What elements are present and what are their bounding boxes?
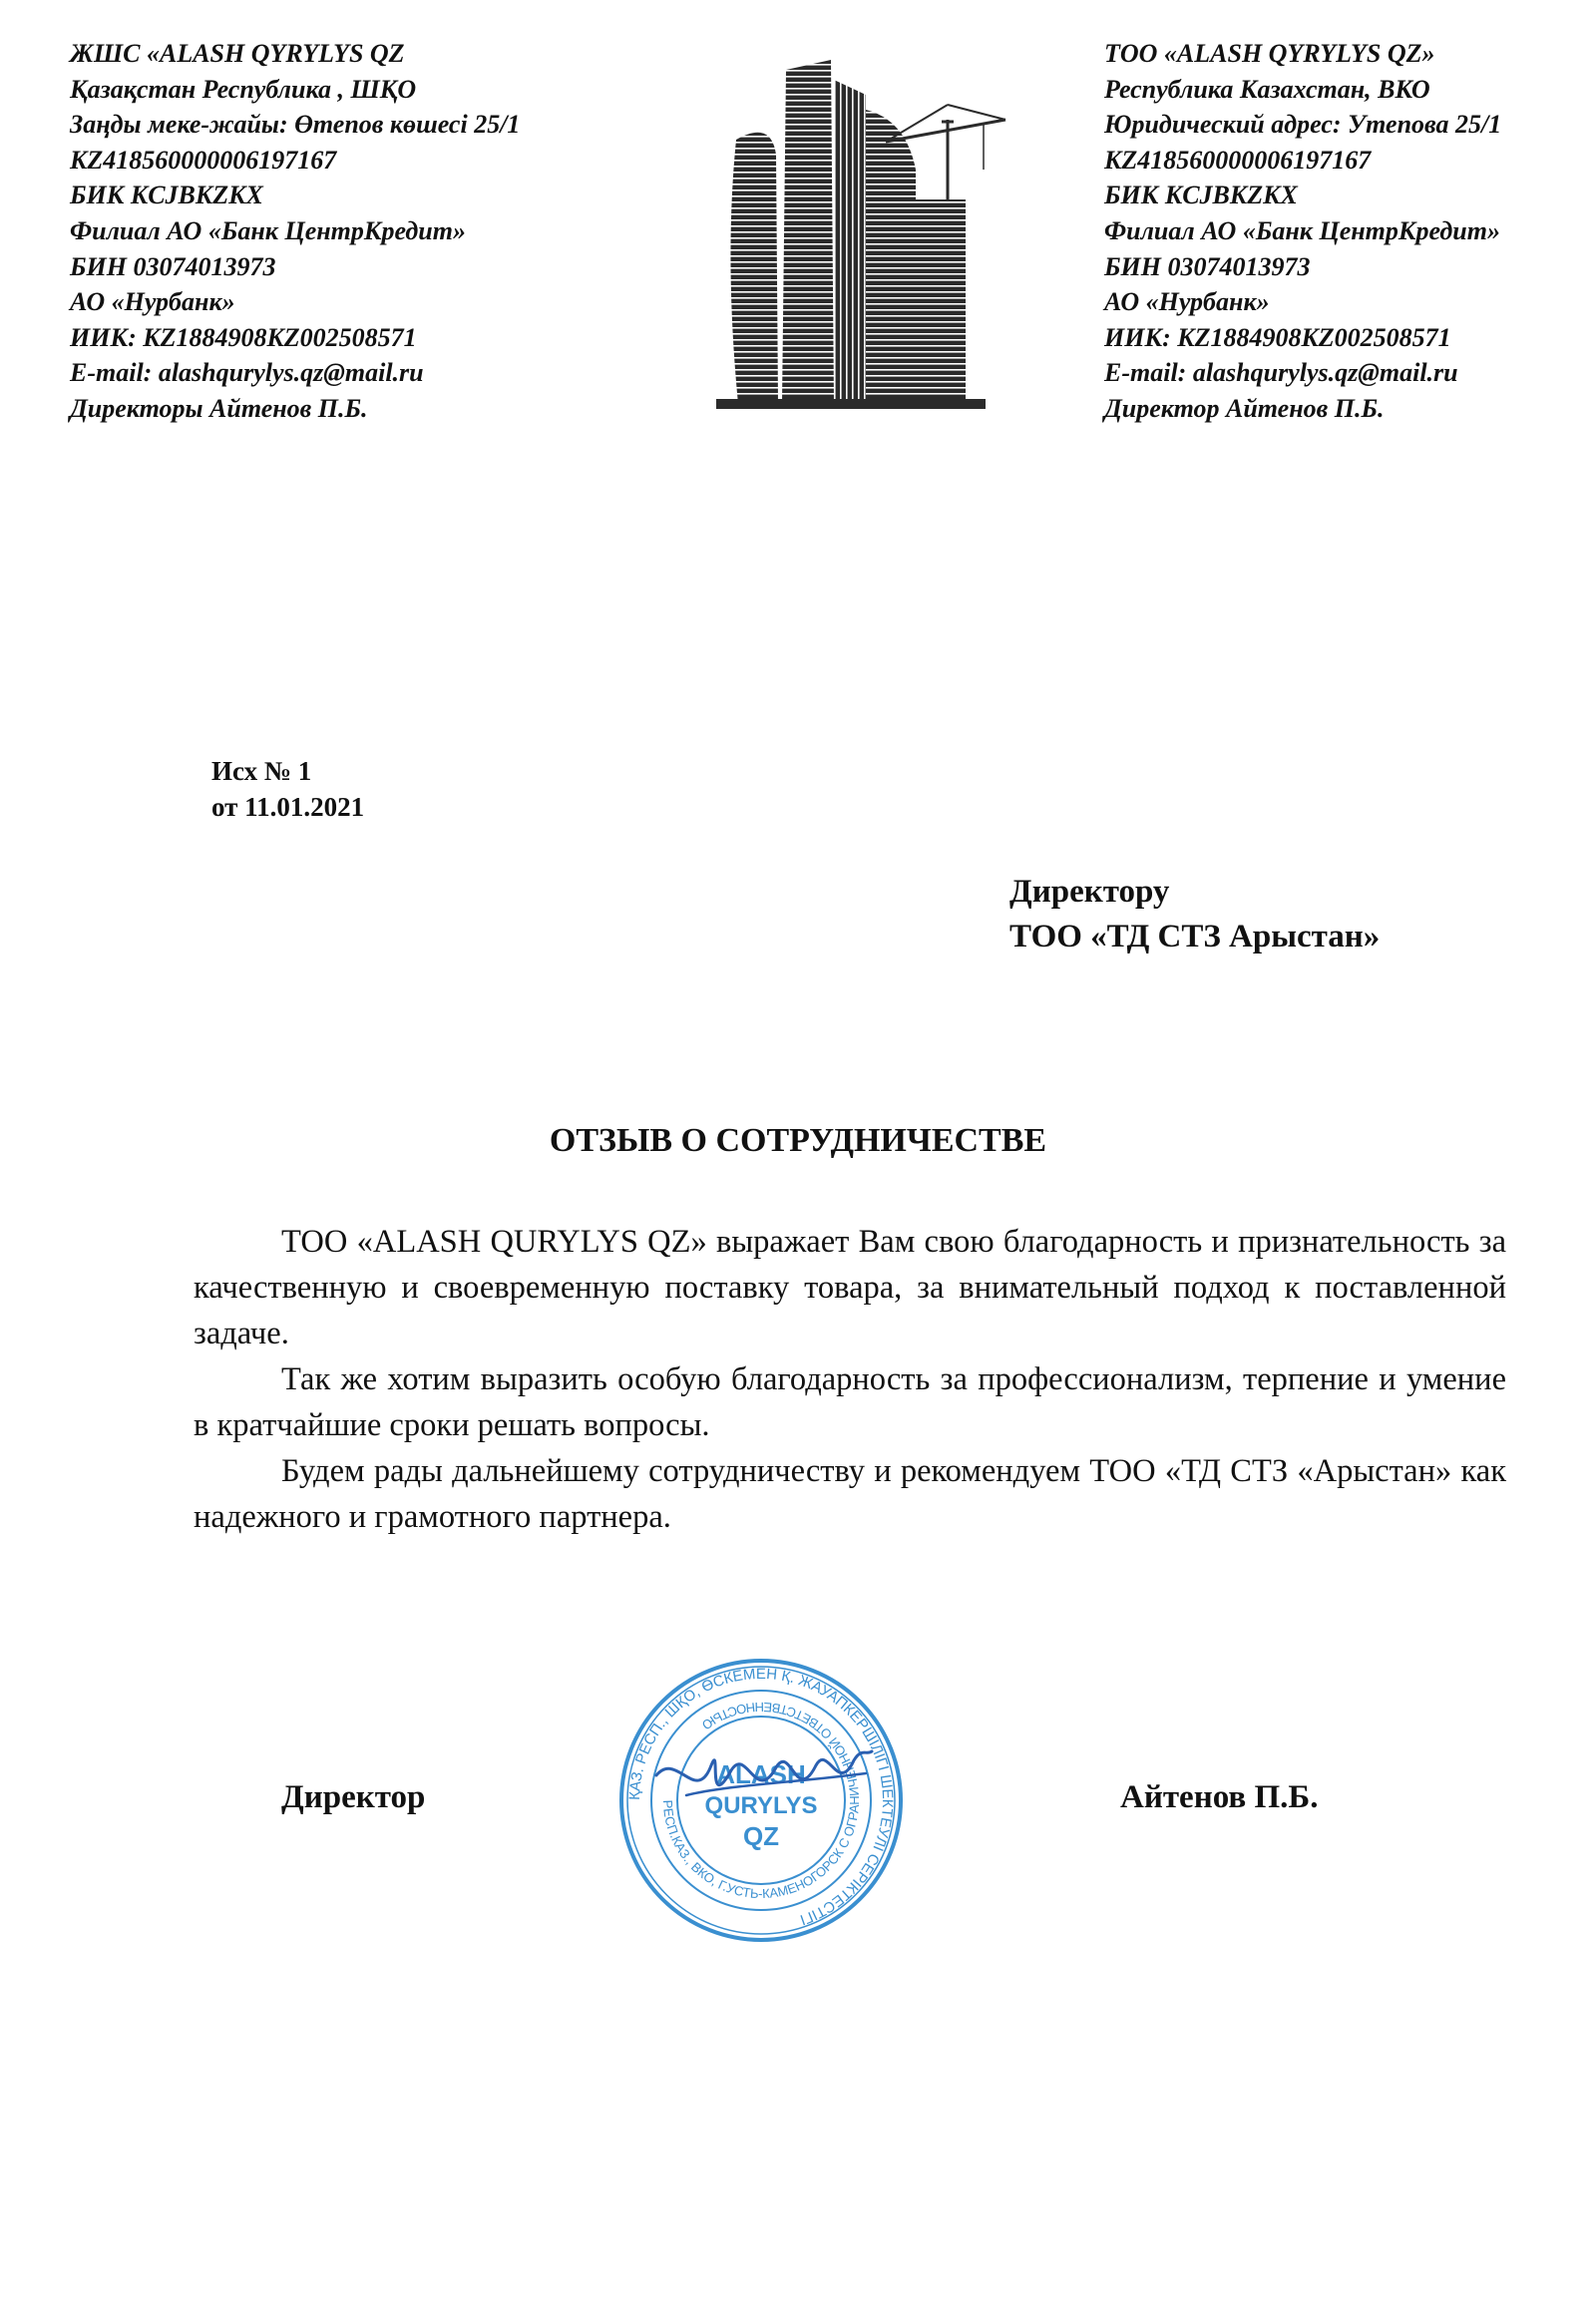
recipient-block (1009, 870, 1380, 959)
header-right-line: Директор Айтенов П.Б. (1104, 393, 1385, 423)
header-russian-requisites (1104, 36, 1501, 427)
header-right-line: БИН 03074013973 (1104, 251, 1311, 281)
header-left-line: E-mail: alashqurylys.qz@mail.ru (70, 358, 424, 388)
header-right-line: Юридический адрес: Утепова 25/1 (1104, 110, 1502, 140)
header-left-line: Заңды меке-жайы: Өтепов көшесі 25/1 (70, 110, 521, 140)
header-right-line: ИИК: KZ1884908KZ002508571 (1104, 322, 1451, 352)
letter-body (194, 1219, 1506, 1540)
header-right-line: KZ418560000006197167 (1104, 145, 1372, 175)
header-right-line: Республика Казахстан, ВКО (1104, 74, 1430, 104)
recipient-company: ТОО «ТД СТЗ Арыстан» (1009, 919, 1381, 955)
header-left-line: Филиал АО «Банк ЦентрКредит» (70, 215, 466, 245)
seal-center-line: QURYLYS (704, 1792, 818, 1819)
seal-inner-text: РЕСП.КАЗ., ВКО, Г.УСТЬ-КАМЕНОГОРСК С ОГРАНИЧЕННОЙ ОТВЕТСТВЕННОСТЬЮ (659, 1699, 863, 1902)
signatory-name: Айтенов П.Б. (1120, 1779, 1319, 1815)
header-right-line: Филиал АО «Банк ЦентрКредит» (1104, 215, 1500, 245)
header-left-line: ИИК: KZ1884908KZ002508571 (70, 322, 417, 352)
header-left-line: АО «Нурбанк» (70, 287, 235, 317)
header-left-line: KZ418560000006197167 (70, 145, 337, 175)
header-left-line: Қазақстан Республика , ШҚО (70, 74, 417, 104)
body-paragraph: ТОО «ALASH QURYLYS QZ» выражает Вам свою благодарность и признательность за качественную и своевременную поставку товара, за внимательный подход к поставленной задаче. (194, 1224, 1506, 1351)
skyscrapers-crane-logo-icon (716, 60, 1015, 409)
seal-center-line: ALASH (716, 1759, 806, 1789)
outgoing-date: от 11.01.2021 (211, 792, 365, 822)
body-paragraph: Будем рады дальнейшему сотрудничеству и рекомендуем ТОО «ТД СТЗ «Арыстан» как надежного и грамотного партнера. (194, 1453, 1506, 1535)
document-title: ОТЗЫВ О СОТРУДНИЧЕСТВЕ (549, 1122, 1047, 1159)
seal-center-line: QZ (742, 1821, 780, 1851)
header-kazakh-requisites (70, 36, 520, 427)
header-left-line: ЖШС «ALASH QYRYLYS QZ (70, 39, 405, 68)
header-right-line: АО «Нурбанк» (1104, 287, 1270, 317)
recipient-position: Директору (1009, 874, 1170, 910)
header-right-line: ТОО «ALASH QYRYLYS QZ» (1104, 39, 1435, 68)
header-left-line: БИН 03074013973 (70, 251, 276, 281)
body-paragraph: Так же хотим выразить особую благодарность за профессионализм, терпение и умение в кратчайшие сроки решать вопросы. (194, 1361, 1506, 1443)
signatory-title: Директор (281, 1779, 426, 1815)
header-right-line: E-mail: alashqurylys.qz@mail.ru (1104, 358, 1458, 388)
header-left-line: Директоры Айтенов П.Б. (70, 393, 368, 423)
outgoing-number: Исх № 1 (211, 756, 312, 786)
header-right-line: БИК KCJBKZKX (1104, 181, 1298, 210)
outgoing-reference (211, 753, 364, 825)
header-left-line: БИК KCJBKZKX (70, 181, 263, 210)
round-company-seal-icon (616, 1656, 906, 1945)
seal-outer-text: ҚАЗ. РЕСП., ШҚО, ӨСКЕМЕН Қ. ЖАУАПКЕРШІЛІГІ ШЕКТЕУЛІ СЕРІКТЕСТІГІ (625, 1665, 897, 1929)
